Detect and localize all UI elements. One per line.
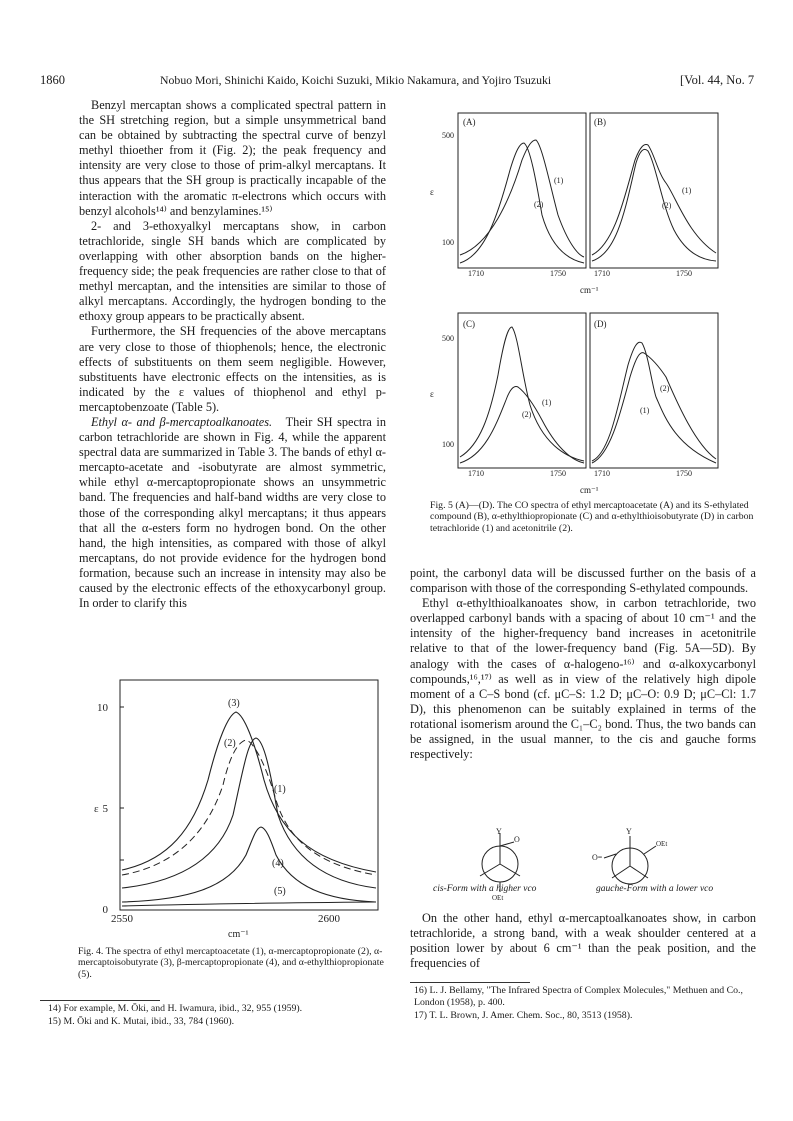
fig5-a-ylabel: ε (430, 187, 434, 197)
fig5-a-label-2: (2) (534, 200, 544, 209)
fig5-c-curve-1 (460, 327, 584, 461)
fig5-c-xtick-1710: 1710 (468, 469, 484, 478)
fig4-label-2: (2) (224, 738, 236, 749)
paragraph: Furthermore, the SH frequencies of the above mercaptans are very close to those of thiophenols; hence, the electronic effects of substituents on them seem negligible. However, substituents have electronic effects on the intensities, as is indicated by the ε values of thiophenol and ethyl p-mercaptobenzoate (Table 5). (79, 324, 386, 414)
fig4-xlabel: cm⁻¹ (228, 929, 249, 940)
fig5-bottom-xlabel: cm⁻¹ (580, 485, 599, 495)
volume-label: [Vol. 44, No. 7 (680, 73, 755, 87)
fig5-bottom-plot (430, 305, 760, 495)
fig5-a-xtick-1710: 1710 (468, 269, 484, 278)
fig5-panel-b-frame (590, 113, 718, 268)
fig5-c-label-1: (1) (542, 398, 552, 407)
gauche-label-o: O= (592, 853, 603, 862)
fig5-a-label-1: (1) (554, 176, 564, 185)
fig5-b-xtick-1710: 1710 (594, 269, 610, 278)
fig5-caption: Fig. 5 (A)—(D). The CO spectra of ethyl mercaptoacetate (A) and its S-ethylated compound (B), α-ethylthiopropionate (C) and α-ethylthioisobutyrate (D) in carbon tetrachloride (1) and acetonitrile (2). (430, 500, 754, 534)
gauche-form-structure (592, 828, 667, 884)
section-text: Their SH spectra in carbon tetrachloride are shown in Fig. 4, while the apparent spectral data are summarized in Table 3. The bands of ethyl α-mercapto-acetate and -isobutyrate are almost symmetric, while ethyl α-mercaptopropionate shows an unsymmetric band. The frequencies and half-band widths are very close to those of the corresponding alkyl mercaptans; it thus appears that all the α-esters form no hydrogen bond. On the other hand, the high intensities, as compared with those of alkyl mercaptans, do not provide evidence for the hydrogen bond formation, because such an increase in intensity may also be caused by the electronic effects of the ethoxycarbonyl group. In order to clarify this (79, 414, 386, 611)
fig4-ytick-0: 0 (102, 904, 108, 916)
paragraph: Benzyl mercaptan shows a complicated spectral pattern in the SH stretching region, but a simple unsymmetrical band can be obtained by subtracting the spectral curve of benzyl methyl thioether from it (Fig. 2); the peak frequency and intensity are very close to those of prim-alkyl mercaptans. It thus appears that the SH group is practically incapable of the interaction with the aromatic π-electrons which occurs with benzyl alcohols¹⁴⁾ and benzylamines.¹⁵⁾ (79, 98, 386, 218)
fig5-c-ytick-100: 100 (442, 440, 454, 449)
gauche-form-caption: gauche-Form with a lower νco (596, 884, 714, 894)
fig5-c-ylabel: ε (430, 389, 434, 399)
fig5-top-plot (430, 105, 760, 295)
fig5-c-curve-2 (460, 387, 584, 463)
fig4-plot (78, 670, 388, 945)
fig5-d-curve-2 (592, 353, 716, 463)
fig4-label-4: (4) (272, 858, 284, 869)
section-heading: Ethyl α- and β-mercaptoalkanoates. (91, 414, 273, 429)
page-number: 1860 (40, 73, 65, 87)
footnote-15: 15) M. Ōki and K. Mutai, ibid., 33, 784 (1960). (48, 1016, 235, 1027)
paragraph: 2- and 3-ethoxyalkyl mercaptans show, in carbon tetrachloride, single SH bands which are complicated by overlapping with other absorption bands on the higher-frequency side; the peak frequencies are rather close to that of methyl mercaptan, and the intensities are similar to those of alkyl mercaptans. Accordingly, the hydrogen bonding to the ethoxy group appears to be practically absent. (79, 218, 386, 324)
gauche-label-oet: OEt (656, 840, 668, 848)
paragraph: point, the carbonyl data will be discussed further on the basis of a comparison with those of the corresponding S-ethylated compounds. (410, 566, 756, 596)
footnote-rule-right (410, 982, 530, 983)
cis-label-oet: OEt (492, 894, 504, 900)
footnote-rule-left (40, 1000, 160, 1001)
fig5-panel-c-id: (C) (463, 319, 475, 329)
paragraph: On the other hand, ethyl α-mercaptoalkanoates show, in carbon tetrachloride, a strong band, with a weak shoulder centered at a position lower by about 6 cm⁻¹ than the peak position, and the frequencies of (410, 911, 756, 971)
fig4-ylabel: ε (94, 803, 99, 815)
fig5-d-xtick-1750: 1750 (676, 469, 692, 478)
fig5-a-xtick-1750: 1750 (550, 269, 566, 278)
fig4-caption: Fig. 4. The spectra of ethyl mercaptoacetate (1), α-mercaptopropionate (2), α-mercaptoisobutyrate (3), β-mercaptopropionate (4), and α-ethylthiopropionate (5). (78, 946, 384, 980)
fig4-label-3: (3) (228, 698, 240, 709)
fig5-a-curve-1 (460, 140, 584, 257)
paragraph (79, 415, 386, 611)
running-authors: Nobuo Mori, Shinichi Kaido, Koichi Suzuki, Mikio Nakamura, and Yojiro Tsuzuki (160, 73, 552, 87)
fig5-c-label-2: (2) (522, 410, 532, 419)
fig5-d-xtick-1710: 1710 (594, 469, 610, 478)
cis-label-o: O (514, 835, 520, 844)
fig4-xtick-2600: 2600 (318, 913, 340, 925)
right-column-bottom (410, 911, 756, 971)
fig5-panel-b-id: (B) (594, 117, 606, 127)
fig5-d-label-2: (2) (660, 384, 670, 393)
fig5-b-label-1: (1) (682, 186, 692, 195)
fig5-c-xtick-1750: 1750 (550, 469, 566, 478)
fig5-b-label-2: (2) (662, 201, 672, 210)
fig5-a-ytick-100: 100 (442, 238, 454, 247)
fig5-d-curve-1 (592, 342, 716, 463)
fig5-panel-a-id: (A) (463, 117, 476, 127)
paragraph: Ethyl α-ethylthioalkanoates show, in carbon tetrachloride, two overlapped carbonyl bands with a spacing of about 10 cm⁻¹ and the intensity of the higher-frequency band increases in acetonitrile relative to that of the lower-frequency band (Fig. 5A—5D). By analogy with the cases of α-halogeno-¹⁶⁾ and α-alkoxycarbonyl compounds,¹⁶,¹⁷⁾ as well as in view of the relatively high dipole moment of a C–S bond (cf. μC–S: 1.2 D; μC–O: 0.9 D; μC–Cl: 1.7 D), this phenomenon can be suitably explained in terms of the rotational isomerism around the C₁–C₂ bond. Thus, the two bands can be assigned, in the usual manner, to the cis and gauche forms respectively: (410, 596, 756, 762)
footnote-17: 17) T. L. Brown, J. Amer. Chem. Soc., 80, 3513 (1958). (414, 1010, 633, 1021)
fig5-b-xtick-1750: 1750 (676, 269, 692, 278)
fig5-c-ytick-500: 500 (442, 334, 454, 343)
fig4-label-1: (1) (274, 784, 286, 795)
fig5-d-label-1: (1) (640, 406, 650, 415)
footnote-14: 14) For example, M. Ōki, and H. Iwamura, ibid., 32, 955 (1959). (48, 1003, 303, 1014)
fig4-curve-5 (122, 902, 376, 906)
right-column-top (410, 566, 756, 762)
fig5-b-curve-2 (592, 149, 716, 261)
fig4-frame (120, 680, 378, 910)
fig5-top-xlabel: cm⁻¹ (580, 285, 599, 295)
fig5-a-ytick-500: 500 (442, 131, 454, 140)
fig5-panel-d-id: (D) (594, 319, 607, 329)
fig5-b-curve-1 (592, 145, 716, 255)
gauche-label-y: Y (626, 828, 632, 836)
footnote-16: 16) L. J. Bellamy, "The Infrared Spectra of Complex Molecules," Methuen and Co., London (1958), p. 400. (414, 985, 743, 1008)
cis-label-y: Y (496, 828, 502, 836)
fig4-ytick-5: 5 (102, 803, 108, 815)
fig4-curve-1 (122, 738, 376, 888)
fig4-ytick-10: 10 (97, 702, 108, 714)
cis-form-caption: cis-Form with a higher νco (433, 884, 537, 894)
fig4-xtick-2550: 2550 (111, 913, 133, 925)
fig4-label-5: (5) (274, 886, 286, 897)
left-column (79, 98, 386, 611)
